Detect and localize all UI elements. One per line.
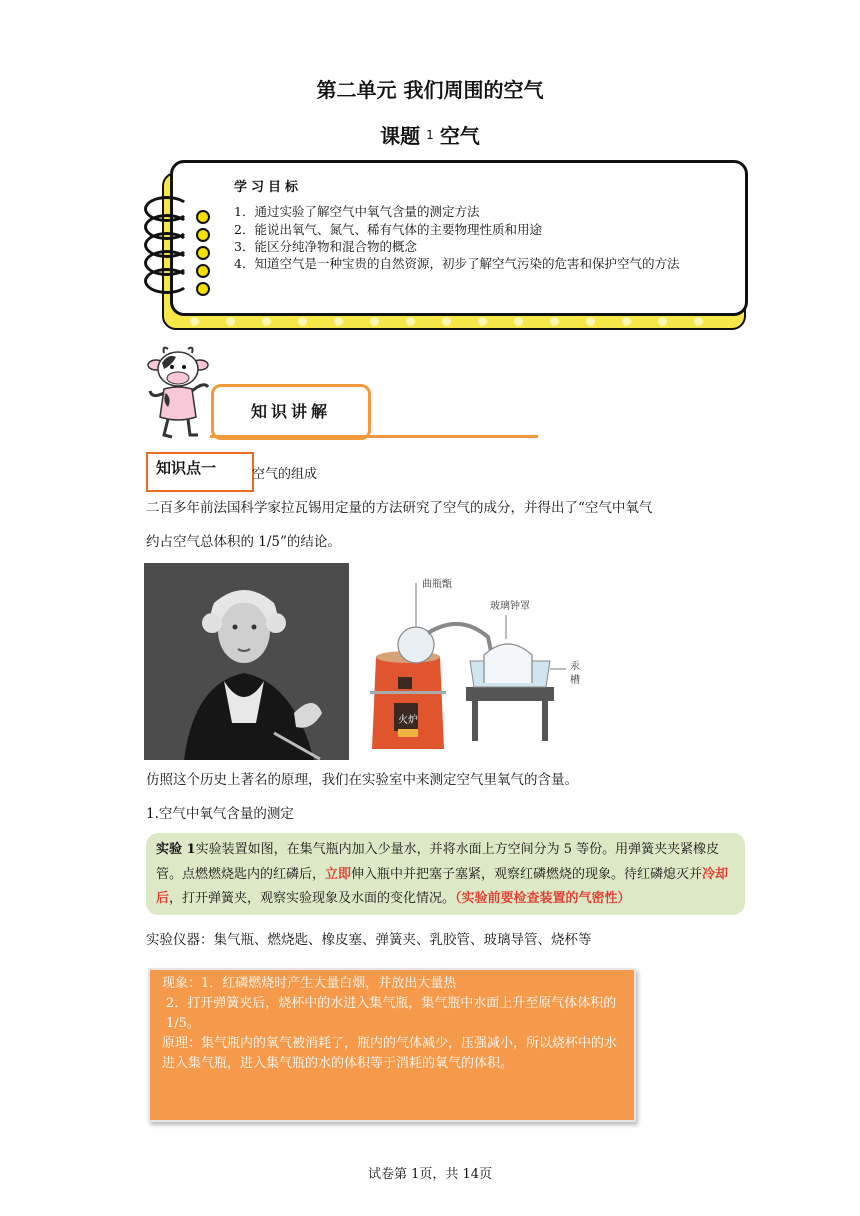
notebook-tab-dot xyxy=(478,317,487,326)
experiment-label: 实验 1 xyxy=(156,842,196,857)
binder-hole-icon xyxy=(196,264,210,278)
notebook-tab-dot xyxy=(262,317,271,326)
objective-item: 3．能区分纯净物和混合物的概念 xyxy=(234,239,417,254)
objective-item: 1．通过实验了解空气中氧气含量的测定方法 xyxy=(234,204,480,219)
lesson-name: 空气 xyxy=(439,124,480,148)
notebook-tab-dot xyxy=(514,317,523,326)
history-paragraph-line2: 约占空气总体积的 1/5”的结论。 xyxy=(146,534,341,550)
knowledge-point-topic: 空气的组成 xyxy=(252,467,318,482)
experiment-emphasis-airtight: （实验前要检查装置的气密性） xyxy=(455,891,631,906)
notebook-tab-dot xyxy=(658,317,667,326)
lavoisier-portrait-image xyxy=(144,563,349,760)
page-footer: 试卷第 1页，共 14页 xyxy=(367,1167,493,1182)
cow-mascot-icon xyxy=(142,345,214,440)
knowledge-section-label: 知识讲解 xyxy=(250,402,331,421)
objectives-heading: 学习目标 xyxy=(234,180,303,195)
furnace-label: 火炉 xyxy=(398,715,418,726)
lesson-prefix: 课题 xyxy=(380,124,421,148)
knowledge-divider xyxy=(210,435,538,438)
notebook-tab-dot xyxy=(334,317,343,326)
notebook-tab-dot xyxy=(586,317,595,326)
binder-hole-icon xyxy=(196,282,210,296)
experiment-part3: ，打开弹簧夹，观察实验现象及水面的变化情况。 xyxy=(169,891,456,906)
trough-label-1: 汞 xyxy=(570,661,580,672)
binder-hole-icon xyxy=(196,210,210,224)
trough-label-2: 槽 xyxy=(570,675,580,686)
notebook-tab-dot xyxy=(298,317,307,326)
retort-label: 曲瓶甑 xyxy=(422,579,452,590)
experiment-emphasis-cool: 冷却后 xyxy=(156,866,729,906)
experiment-emphasis-immediately: 立即 xyxy=(325,866,352,882)
instruments-paragraph: 实验仪器：集气瓶、燃烧匙、橡皮塞、弹簧夹、乳胶管、玻璃导管、烧杯等 xyxy=(146,932,592,948)
experiment-part1: 实验装置如图，在集气瓶内加入少量水，并将水面上方空间分为 5 等份。用弹簧夹夹紧橡皮管。点燃燃烧匙内的红磷后， xyxy=(156,842,720,882)
observation-line1: 现象：1．红磷燃烧时产生大量白烟，并放出大量热 xyxy=(162,976,457,991)
notebook-tab-dot xyxy=(694,317,703,326)
observation-principle: 原理：集气瓶内的氧气被消耗了，瓶内的气体减少，压强减小，所以烧杯中的水进入集气瓶，进入集气瓶的水的体积等于消耗的氧气的体积。 xyxy=(162,1036,618,1071)
notebook-tab-dot xyxy=(622,317,631,326)
bell-jar-label: 玻璃钟罩 xyxy=(490,601,530,612)
observation-text xyxy=(162,974,624,1074)
lavoisier-apparatus-image xyxy=(370,573,590,753)
notebook-tab-dot xyxy=(226,317,235,326)
notebook-tab-dot xyxy=(406,317,415,326)
notebook-tab-dot xyxy=(190,317,199,326)
experiment-part2: 伸入瓶中并把塞子塞紧，观察红磷燃烧的现象。待红磷熄灭并 xyxy=(351,866,703,882)
observation-line2: 2．打开弹簧夹后，烧杯中的水进入集气瓶，集气瓶中水面上升至原气体体积的 1/5。 xyxy=(166,996,617,1031)
notebook-tab-dot xyxy=(550,317,559,326)
binder-hole-icon xyxy=(196,246,210,260)
unit-title: 第二单元 我们周围的空气 xyxy=(316,78,544,102)
objective-item: 2．能说出氧气、氮气、稀有气体的主要物理性质和用途 xyxy=(234,222,542,237)
binder-hole-icon xyxy=(196,228,210,242)
notebook-tab-dot xyxy=(442,317,451,326)
experiment-text xyxy=(156,838,738,912)
notebook-tab-dot xyxy=(370,317,379,326)
lesson-number: 1 xyxy=(426,128,434,142)
measurement-subheading: 1.空气中氧气含量的测定 xyxy=(146,806,294,822)
imitate-paragraph: 仿照这个历史上著名的原理，我们在实验室中来测定空气里氧气的含量。 xyxy=(146,772,578,788)
knowledge-point-label: 知识点一 xyxy=(156,459,217,477)
lesson-title xyxy=(0,120,860,149)
history-paragraph-line1: 二百多年前法国科学家拉瓦锡用定量的方法研究了空气的成分，并得出了“空气中氧气 xyxy=(146,500,653,516)
objective-item: 4．知道空气是一种宝贵的自然资源，初步了解空气污染的危害和保护空气的方法 xyxy=(234,256,680,271)
notebook-ring-icon xyxy=(144,268,190,294)
